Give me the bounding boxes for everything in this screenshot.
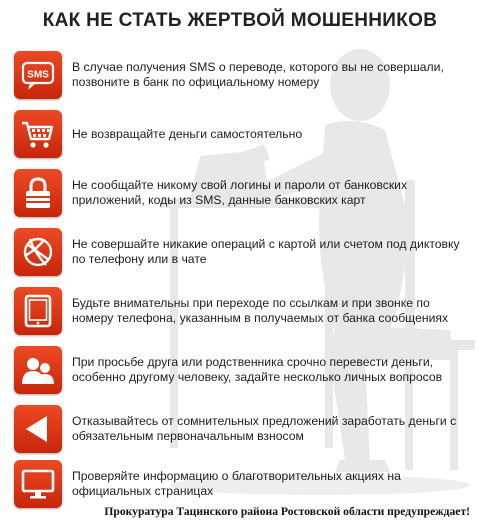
tip-text: Не совершайте никакие операций с картой или счетом под диктовку по телефону или в чате — [72, 237, 460, 266]
shopping-cart-icon — [14, 110, 62, 158]
tip-text: Не возвращайте деньги самостоятельно — [72, 126, 303, 141]
people-icon — [14, 346, 62, 394]
tip-item-people — [14, 346, 470, 394]
tip-item-back — [14, 405, 470, 453]
sms-icon-label: SMS — [27, 69, 49, 81]
tip-item-cart — [14, 110, 470, 158]
tip-text: При просьбе друга или родственника срочно перевести деньги, особенно другому человеку, задайте несколько личных вопросов — [72, 355, 443, 384]
tip-item-sms — [14, 51, 470, 99]
back-arrow-icon — [14, 405, 62, 453]
tip-text: В случае получения SMS о переводе, которого вы не совершали, позвоните в банк по официальному номеру — [72, 60, 444, 89]
footer-notice: Прокуратура Тацинского района Ростовской области предупреждает! — [104, 505, 470, 518]
sms-icon — [14, 51, 62, 99]
tip-item-tablet — [14, 287, 470, 335]
tablet-icon — [14, 287, 62, 335]
page-title: КАК НЕ СТАТЬ ЖЕРТВОЙ МОШЕННИКОВ — [42, 10, 438, 31]
tip-text: Не сообщайте никому свой логины и пароли от банковских приложений, коды из SMS, данные банковских карт — [72, 178, 408, 207]
globe-icon — [14, 228, 62, 276]
tip-text: Отказывайтесь от сомнительных предложений заработать деньги с обязательным первоначальным взносом — [72, 414, 457, 443]
tip-item-padlock — [14, 169, 470, 217]
padlock-icon — [14, 169, 62, 217]
tip-text: Будьте внимательны при переходе по ссылкам и при звонке по номеру телефона, указанным в получаемых от банка сообщениях — [72, 296, 449, 325]
tip-item-monitor — [14, 460, 470, 508]
tip-item-globe — [14, 228, 470, 276]
monitor-icon — [14, 460, 62, 508]
tip-text: Проверяйте информацию о благотворительных акциях на официальных страницах — [72, 469, 401, 498]
